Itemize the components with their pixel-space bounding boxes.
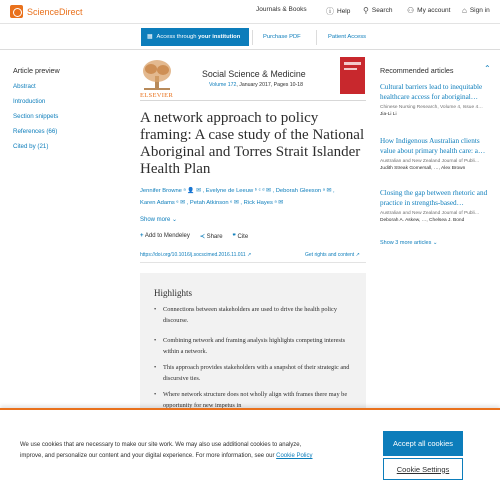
access-label: Access through your institution <box>156 34 241 40</box>
journal-name-link[interactable]: Social Science & Medicine <box>202 69 306 79</box>
sciencedirect-logo-icon <box>10 5 23 18</box>
chevron-down-icon: ⌄ <box>172 217 178 223</box>
plus-icon: + <box>140 233 144 239</box>
highlight-text: This approach provides stakeholders with a snapshot of their strategic and discursive ties. <box>163 364 350 382</box>
highlights-title: Highlights <box>154 288 193 298</box>
user-icon: ⚇ <box>407 6 415 15</box>
sciencedirect-logo[interactable] <box>10 5 83 18</box>
add-mendeley-label: Add to Mendeley <box>144 233 190 239</box>
highlight-text: Where network structure does not wholly align with frames there may be opportunity for new impetus in <box>163 391 348 409</box>
cite-label: Cite <box>237 234 249 240</box>
show-more-button[interactable] <box>140 216 177 223</box>
help-link[interactable] <box>326 6 350 17</box>
help-icon: ⓘ <box>326 7 334 16</box>
patient-access-link[interactable]: Patient Access <box>328 34 367 40</box>
journals-books-label: Journals & Books <box>256 6 307 13</box>
highlight-text: Combining network and framing analysis highlights competing interests within a network. <box>163 337 346 355</box>
elsevier-wordmark: ELSEVIER <box>140 92 174 99</box>
institution-icon: ⌂ <box>462 6 467 15</box>
recommended-article <box>380 82 495 117</box>
article-title: A network approach to policy framing: A case study of the National Aboriginal and Torres Strait Islander Health Plan <box>140 110 365 177</box>
cookie-text: We use cookies that are necessary to make our site work. We may also use additional cookies to analyze, improve, and personalize our content and your digital experience. For more information, see our <box>20 442 302 459</box>
rights-text: Get rights and content <box>305 252 355 258</box>
journal-cover-image[interactable] <box>340 57 365 94</box>
elsevier-tree-logo[interactable] <box>140 58 174 92</box>
cite-button[interactable] <box>233 233 249 240</box>
help-label: Help <box>337 8 351 15</box>
search-icon: ⚲ <box>363 6 369 15</box>
cookie-settings-button[interactable]: Cookie Settings <box>383 458 463 480</box>
sidebar-item-references[interactable]: References (66) <box>13 128 58 135</box>
sidebar-item-introduction[interactable]: Introduction <box>13 98 46 105</box>
chevron-down-icon: ⌄ <box>432 240 438 246</box>
recommended-articles-title: Recommended articles <box>380 66 454 75</box>
article-actions <box>140 233 248 240</box>
recommended-article-journal: Chinese Nursing Research, Volume 4, Issue 4… <box>380 105 483 110</box>
doi-link[interactable] <box>140 252 251 258</box>
volume-details: , January 2017, Pages 10-18 <box>236 82 304 88</box>
recommended-article-title[interactable]: Closing the gap between rhetoric and practice in strengths-based… <box>380 189 488 207</box>
recommended-article-authors: Judith Streak Gomersall, …, Alex Brown <box>380 166 466 171</box>
share-button[interactable] <box>200 233 223 240</box>
bullet: • <box>154 337 157 344</box>
recommended-article-journal: Australian and New Zealand Journal of Publi… <box>380 159 480 164</box>
chevron-up-icon[interactable]: ⌃ <box>484 64 491 73</box>
recommended-article-journal: Australian and New Zealand Journal of Publi… <box>380 211 480 216</box>
volume-link[interactable]: Volume 172 <box>209 82 237 88</box>
show-more-label: Show more <box>140 217 171 223</box>
cookie-policy-link[interactable]: Cookie Policy <box>276 453 313 459</box>
journals-books-link[interactable] <box>256 6 307 13</box>
search-link[interactable] <box>363 6 392 15</box>
recommended-article <box>380 136 495 171</box>
access-bar <box>0 24 500 50</box>
sidebar-item-abstract[interactable]: Abstract <box>13 83 36 90</box>
sidebar-item-section-snippets[interactable]: Section snippets <box>13 113 59 120</box>
journal-volume-info <box>209 82 303 88</box>
authors-line-2[interactable]: Karen Adams ᵉ ✉ , Petah Atkinson ᵉ ✉ , Rick Hayes ᵃ ✉ <box>140 199 284 206</box>
add-to-mendeley-button[interactable] <box>140 233 190 240</box>
my-account-link[interactable] <box>407 6 450 15</box>
recommended-article-authors: Deborah A. Askew, …, Chelsea J. Bond <box>380 218 465 223</box>
external-link-icon: ↗ <box>247 252 252 258</box>
share-icon: ≺ <box>199 234 205 240</box>
bullet: • <box>154 306 157 313</box>
divider <box>140 262 366 263</box>
top-header <box>0 0 500 24</box>
share-label: Share <box>206 234 223 240</box>
quote-icon: ❞ <box>232 234 236 240</box>
highlight-text: Connections between stakeholders are used to drive the health policy discourse. <box>163 306 337 324</box>
highlight-item <box>154 305 359 326</box>
authors-line-1[interactable]: Jennifer Browne ᵃ 👤 ✉ , Evelyne de Leeuw ᵇ ᶜ ᵈ ✉ , Deborah Gleeson ᵃ ✉ , <box>140 188 335 194</box>
divider <box>140 100 366 101</box>
sidebar-item-cited-by[interactable]: Cited by (21) <box>13 143 49 150</box>
highlight-item <box>154 363 359 384</box>
article-preview-title: Article preview <box>13 66 60 75</box>
bullet: • <box>154 391 157 398</box>
recommended-article-authors: Jia-Li Li <box>380 112 397 117</box>
divider <box>252 30 253 45</box>
search-label: Search <box>371 7 393 14</box>
sign-in-label: Sign in <box>469 7 490 14</box>
show-more-articles-button[interactable] <box>380 240 438 246</box>
bullet: • <box>154 364 157 371</box>
institution-icon: ▦ <box>147 34 153 40</box>
recommended-article-title[interactable]: How Indigenous Australian clients value about primary health care: a… <box>380 137 486 155</box>
get-rights-link[interactable] <box>305 252 360 258</box>
recommended-article <box>380 188 495 223</box>
divider <box>316 30 317 45</box>
highlight-item <box>154 336 359 357</box>
my-account-label: My account <box>417 7 451 14</box>
accept-all-cookies-button[interactable]: Accept all cookies <box>383 431 463 456</box>
sign-in-link[interactable] <box>462 6 490 15</box>
purchase-pdf-link[interactable]: Purchase PDF <box>263 34 301 40</box>
access-through-institution-button[interactable] <box>141 28 249 46</box>
cookie-message <box>20 440 320 462</box>
logo-text: ScienceDirect <box>27 6 83 17</box>
doi-text: https://doi.org/10.1016/j.socscimed.2016.11.011 <box>140 252 246 258</box>
external-link-icon: ↗ <box>355 252 360 258</box>
show-more-articles-label: Show 3 more articles <box>380 240 432 246</box>
recommended-article-title[interactable]: Cultural barriers lead to inequitable healthcare access for aboriginal… <box>380 83 483 101</box>
author-list <box>140 186 372 209</box>
